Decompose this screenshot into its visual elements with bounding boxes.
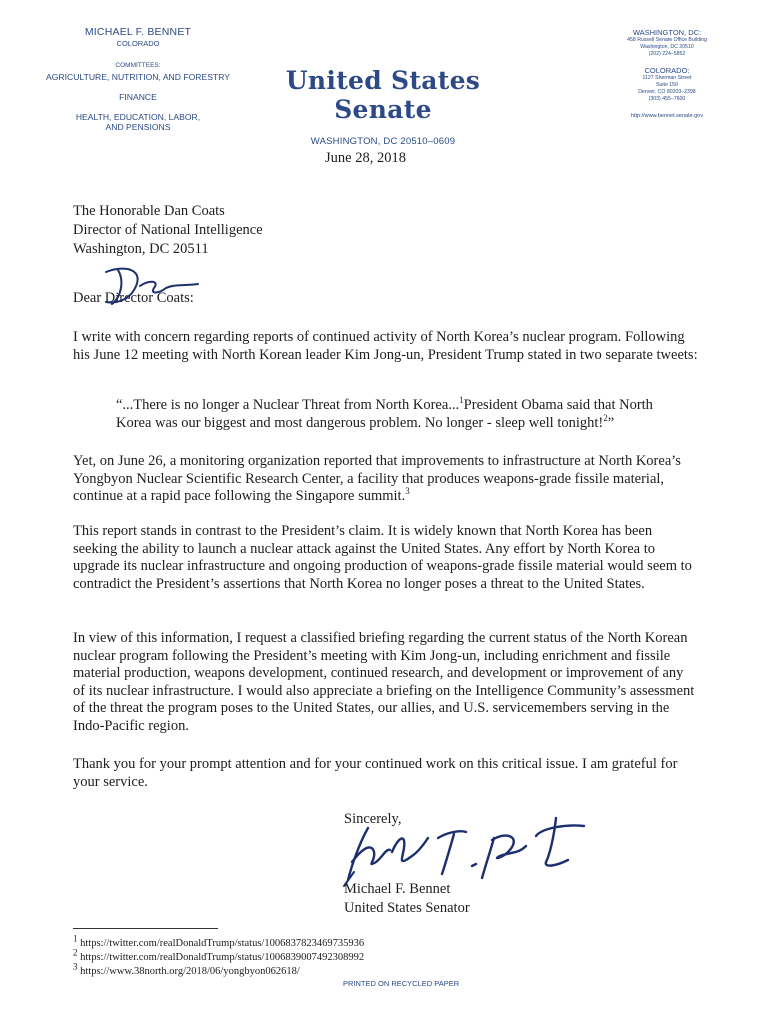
senate-address: WASHINGTON, DC 20510–0609 bbox=[310, 136, 456, 147]
closing: Sincerely, bbox=[344, 811, 402, 827]
committee-help-line2: AND PENSIONS bbox=[105, 122, 171, 132]
footnotes bbox=[73, 933, 365, 979]
dc-office-line: Washington, DC 20510 bbox=[640, 44, 694, 50]
footnote-number: 2 bbox=[73, 947, 78, 958]
letterhead-right bbox=[592, 28, 742, 119]
website-link[interactable]: http://www.bennet.senate.gov bbox=[630, 113, 704, 119]
committees-label: COMMITTEES: bbox=[115, 62, 161, 69]
footnote bbox=[73, 947, 365, 965]
footnote bbox=[73, 933, 365, 951]
recipient-line: Washington, DC 20511 bbox=[73, 241, 209, 257]
footnote-ref: 2 bbox=[603, 412, 608, 423]
dc-office-label: WASHINGTON, DC: bbox=[632, 28, 702, 37]
letter-date: June 28, 2018 bbox=[325, 150, 406, 166]
co-office-line: (303) 455–7600 bbox=[648, 96, 686, 102]
recipient-block bbox=[73, 202, 263, 259]
body-paragraph-1: I write with concern regarding reports of continued activity of North Korea’s nuclear program. Following his June 12 meeting with North Korean leader Kim Jong-un, President Trump stated in two separate tweets: bbox=[73, 329, 698, 363]
footnote-link[interactable]: https://www.38north.org/2018/06/yongbyon062618/ bbox=[77, 966, 300, 977]
committee-agriculture: AGRICULTURE, NUTRITION, AND FORESTRY bbox=[46, 72, 230, 82]
signer-block bbox=[344, 880, 470, 918]
body-paragraph-2 bbox=[73, 453, 698, 506]
senate-wordmark: United States Senate bbox=[285, 66, 481, 124]
quote-part: “...There is no longer a Nuclear Threat from North Korea... bbox=[116, 397, 460, 413]
signer-name: Michael F. Bennet bbox=[344, 881, 451, 897]
co-office-line: 1127 Sherman Street bbox=[642, 75, 692, 81]
footnote-ref: 1 bbox=[459, 395, 464, 406]
dc-office-line: (202) 224–5852 bbox=[648, 51, 686, 57]
handwritten-signature bbox=[342, 808, 592, 888]
salutation: Dear Director Coats: bbox=[73, 290, 194, 306]
senator-name: MICHAEL F. BENNET bbox=[84, 26, 192, 38]
footnote-link[interactable]: https://twitter.com/realDonaldTrump/status/1006837823469735936 bbox=[77, 938, 365, 949]
co-office-line: Suite 150 bbox=[656, 82, 678, 88]
committee-finance: FINANCE bbox=[119, 92, 157, 102]
body-paragraph-5: Thank you for your prompt attention and for your continued work on this critical issue. I am grateful for your service. bbox=[73, 756, 678, 790]
body-paragraph-4: In view of this information, I request a classified briefing regarding the current status of the North Korean nuclear program following the President’s meeting with Kim Jong-un, including enrichment and fissile material production, weapons development, continued research, and development or improvement of any of its nuclear infrastructure. I would also appreciate a briefing on the Intelligence Community’s assessment of the threat the program poses to the United States, our allies, and U.S. servicemembers serving in the Indo-Pacific region. bbox=[73, 630, 695, 734]
letterhead-center bbox=[248, 66, 518, 147]
footnote-link[interactable]: https://twitter.com/realDonaldTrump/status/1006839007492308992 bbox=[77, 952, 365, 963]
footnote-number: 3 bbox=[73, 961, 78, 972]
dc-office-line: 458 Russell Senate Office Building bbox=[627, 37, 707, 43]
senator-state: COLORADO bbox=[116, 39, 160, 48]
tweet-quote bbox=[116, 397, 691, 432]
quote-part: ” bbox=[607, 414, 615, 431]
committee-help-line1: HEALTH, EDUCATION, LABOR, bbox=[75, 112, 201, 122]
footnote-divider bbox=[73, 928, 218, 929]
quote-part: President Obama said that North Korea was our biggest and most dangerous problem. No longer - sleep well tonight! bbox=[116, 397, 653, 431]
signer-title: United States Senator bbox=[344, 900, 470, 916]
co-office-line: Denver, CO 80203–2398 bbox=[638, 89, 696, 95]
recipient-line: Director of National Intelligence bbox=[73, 222, 263, 238]
body-paragraph-3: This report stands in contrast to the President’s claim. It is widely known that North Korea has been seeking the ability to launch a nuclear attack against the United States. Any effort by North Korea to upgrade its nuclear infrastructure and ongoing production of weapons-grade fissile material would seem to contradict the President’s assertions that North Korea no longer poses a threat to the United States. bbox=[73, 523, 692, 592]
footnote-number: 1 bbox=[73, 933, 78, 944]
footnote bbox=[73, 961, 364, 979]
recycled-paper-note: PRINTED ON RECYCLED PAPER bbox=[343, 979, 460, 988]
letterhead-left bbox=[40, 26, 236, 132]
recipient-line: The Honorable Dan Coats bbox=[73, 203, 225, 219]
handwritten-initials bbox=[94, 264, 204, 309]
paragraph-text: Yet, on June 26, a monitoring organization reported that improvements to infrastructure at North Korea’s Yongbyon Nuclear Scientific Research Center, a facility that produces weapons-grade fissile material, continue at a rapid pace following the Singapore summit. bbox=[73, 453, 681, 504]
co-office-label: COLORADO: bbox=[644, 66, 690, 75]
footnote-ref: 3 bbox=[405, 486, 410, 497]
